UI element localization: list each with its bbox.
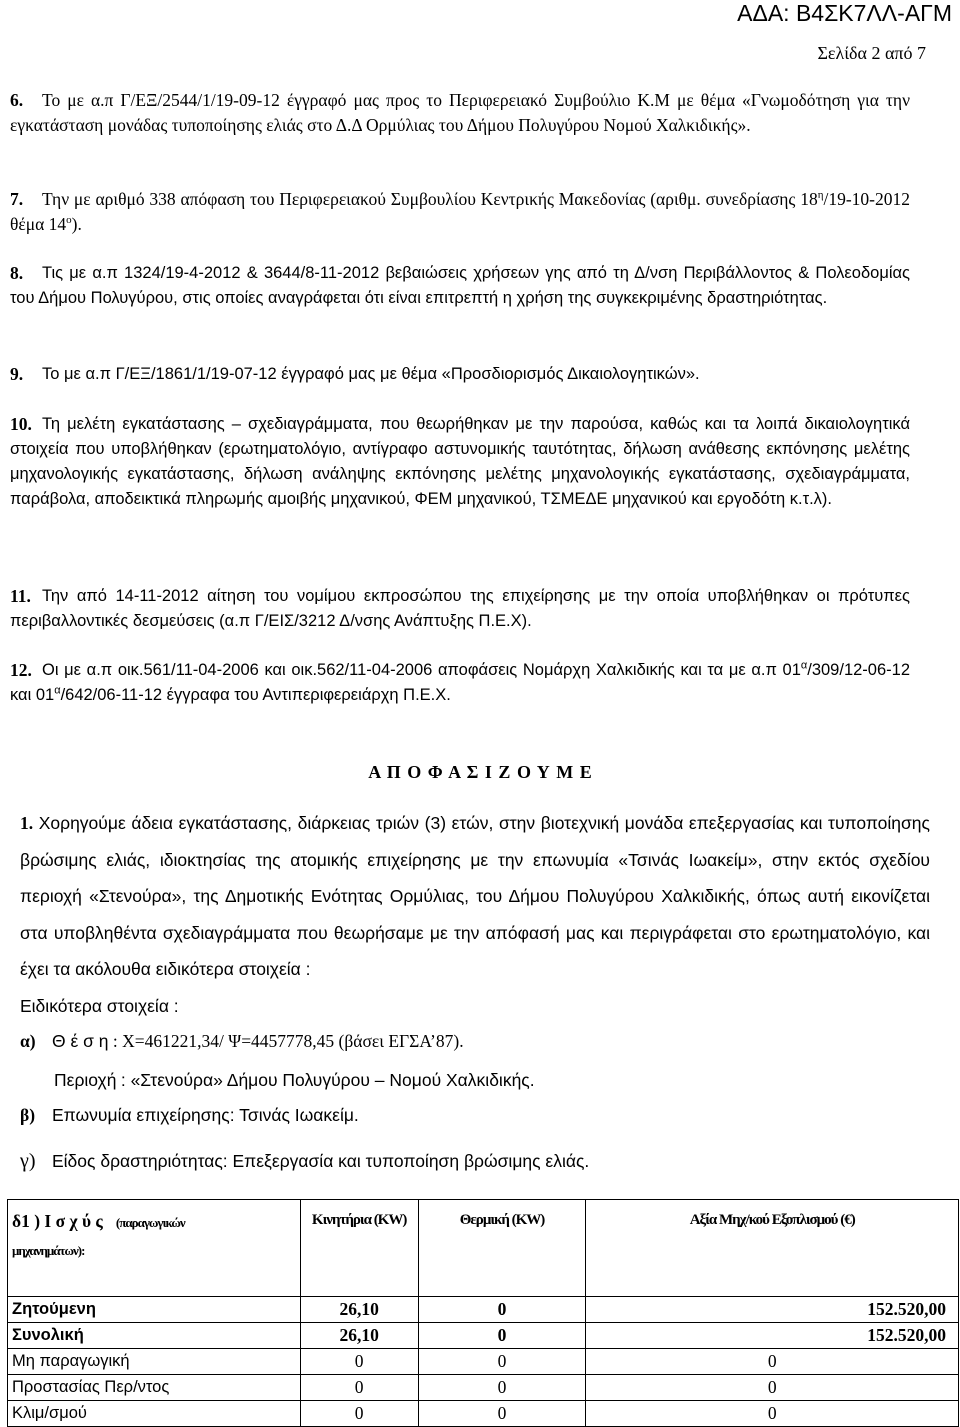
header-cell: Κινητήρια (KW): [300, 1200, 418, 1297]
row-label: Ζητούμενη: [8, 1297, 301, 1323]
detail-activity: [20, 1150, 589, 1173]
item-number: 8.: [10, 263, 24, 283]
row-label: Προστασίας Περ/ντος: [8, 1375, 301, 1401]
header-cell: δ1 ) Ι σ χ ύ ς (παραγωγικών μηχανημάτων):: [8, 1200, 301, 1297]
detail-value: : Χ=461221,34/ Ψ=4457778,45 (βάσει ΕΓΣΑ’87).: [112, 1031, 464, 1051]
page-number: Σελίδα 2 από 7: [817, 43, 926, 63]
item-text: Οι με α.π οικ.561/11-04-2006 και οικ.562/11-04-2006 αποφάσεις Νομάρχη Χαλκιδικής και τα με α.π $01^\alpha/309/12-06-12$ και $01^\alpha/642/06-11-12$ έγγραφα του Αντιπεριφερειάρχη Π.Ε.Χ.: [10, 659, 910, 704]
cell-thermal: 0: [418, 1401, 586, 1427]
list-item: [10, 362, 910, 387]
row-label: Κλιμ/σμού: [8, 1401, 301, 1427]
row-label: Συνολική: [8, 1323, 301, 1349]
table-row: [8, 1297, 959, 1323]
item-text: Το με α.π Γ/ΕΞ/2544/1/19-09-12 έγγραφό μας προς το Περιφερειακό Συμβούλιο Κ.Μ με θέμα «Γνωμοδότηση για την εγκατάσταση μονάδας τυποποίησης ελιάς στο Δ.Δ Ορμύλιας του Δήμου Πολυγύρου Νομού Χαλκιδικής».: [10, 90, 910, 135]
item-text: Το με α.π Γ/ΕΞ/1861/1/19-07-12 έγγραφό μας με θέμα «Προσδιορισμός Δικαιολογητικών».: [42, 365, 700, 383]
cell-value: 0: [586, 1375, 959, 1401]
power-table: [7, 1199, 959, 1427]
cell-value: 0: [586, 1349, 959, 1375]
cell-motor: 0: [300, 1349, 418, 1375]
specific-label: Ειδικότερα στοιχεία :: [20, 995, 179, 1016]
detail-value: Επωνυμία επιχείρησης: Τσινάς Ιωακείμ.: [52, 1105, 359, 1125]
detail-key: Περιοχή: [54, 1070, 117, 1090]
detail-key: Θ έ σ η: [52, 1031, 109, 1051]
item-text: Την με αριθμό 338 απόφαση του Περιφερειακού Συμβουλίου Κεντρικής Μακεδονίας (αριθμ. συνεδρίασης $18^\eta/19-10-2012$ θέμα $14^o$).: [10, 189, 910, 234]
table-row: [8, 1401, 959, 1427]
item-text: Τις με α.π 1324/19-4-2012 & 3644/8-11-2012 βεβαιώσεις χρήσεων γης από τη Δ/νση Περιβάλλοντος & Πολεοδομίας του Δήμου Πολυγύρου, στις οποίες αναγράφεται ότι είναι επιτρεπτή η χρήση της συγκεκριμένης δραστηριότητας.: [10, 264, 910, 307]
list-item: [10, 412, 910, 512]
cell-value: 152.520,00: [586, 1323, 959, 1349]
detail-label: β): [20, 1105, 36, 1125]
item-number: 10.: [10, 414, 32, 434]
cell-motor: 0: [300, 1375, 418, 1401]
table-header-row: [8, 1200, 959, 1297]
detail-label: γ): [20, 1150, 36, 1172]
list-item: [10, 658, 910, 708]
row-label: Μη παραγωγική: [8, 1349, 301, 1375]
cell-value: 0: [586, 1401, 959, 1427]
cell-thermal: 0: [418, 1323, 586, 1349]
item-text: Τη μελέτη εγκατάστασης – σχεδιαγράμματα, που θεωρήθηκαν με την παρούσα, καθώς και τα λοιπά δικαιολογητικά στοιχεία που υποβλήθηκαν (ερωτηματολόγιο, αντίγραφο αστυνομικής ταυτότητας, δήλωση ανάθεσης εκπόνησης μελέτης μηχανολογικής εγκατάστασης, δήλωση ανάληψης εκπόνησης μελέτης μηχανολογικής εγκατάστασης, σχεδιαγράμματα, παράβολα, αποδεικτικά πληρωμής αμοιβής μηχανικού, ΦΕΜ μηχανικού, ΤΣΜΕΔΕ μηχανικού και εργοδότη κ.τ.λ).: [10, 415, 910, 508]
detail-area: [54, 1070, 535, 1091]
list-item: [10, 261, 910, 311]
table-row: [8, 1323, 959, 1349]
table-row: [8, 1375, 959, 1401]
detail-value: : «Στενούρα» Δήμου Πολυγύρου – Νομού Χαλκιδικής.: [120, 1070, 535, 1090]
section-heading: Α Π Ο Φ Α Σ Ι Ζ Ο Υ Μ Ε: [368, 762, 592, 782]
item-text: Την από 14-11-2012 αίτηση του νομίμου εκπροσώπου της επιχείρησης με την οποία υποβλήθηκαν οι πρότυπες περιβαλλοντικές δεσμεύσεις (α.π Γ/ΕΙΣ/3212 Δ/νσης Ανάπτυξης Π.Ε.Χ).: [10, 587, 910, 630]
cell-motor: 0: [300, 1401, 418, 1427]
list-item: [10, 584, 910, 634]
item-number: 6.: [10, 90, 24, 110]
detail-name: [20, 1105, 359, 1126]
header-cell: Αξία Μηχ/κού Εξοπλισμού (€): [586, 1200, 959, 1297]
list-item: [10, 187, 910, 237]
table-row: [8, 1349, 959, 1375]
detail-location: [20, 1031, 464, 1052]
item-number: 7.: [10, 189, 24, 209]
item-number: 11.: [10, 586, 31, 606]
decision-text: Χορηγούμε άδεια εγκατάστασης, διάρκειας τριών (3) ετών, στην βιοτεχνική μονάδα επεξεργασίας και τυποποίησης βρώσιμης ελιάς, ιδιοκτησίας της ατομικής επιχείρησης με την επωνυμία «Τσινάς Ιωακείμ», στην εκτός σχεδίου περιοχή «Στενούρα», της Δημοτικής Ενότητας Ορμύλιας, του Δήμου Πολυγύρου Χαλκιδικής, όπως αυτή εικονίζεται στα υποβληθέντα σχεδιαγράμματα που θεωρήσαμε με την απόφασή μας και περιγράφεται στο ερωτηματολόγιο, και έχει τα ακόλουθα ειδικότερα στοιχεία :: [20, 813, 930, 980]
cell-motor: 26,10: [300, 1323, 418, 1349]
cell-value: 152.520,00: [586, 1297, 959, 1323]
cell-motor: 26,10: [300, 1297, 418, 1323]
item-number: 9.: [10, 364, 24, 384]
detail-label: α): [20, 1031, 36, 1051]
cell-thermal: 0: [418, 1349, 586, 1375]
list-item: [10, 88, 910, 138]
detail-value: Είδος δραστηριότητας: Επεξεργασία και τυποποίηση βρώσιμης ελιάς.: [52, 1151, 590, 1171]
item-number: 12.: [10, 660, 32, 680]
cell-thermal: 0: [418, 1375, 586, 1401]
decision-number: 1.: [20, 813, 34, 833]
decision-paragraph: [20, 805, 930, 1025]
cell-thermal: 0: [418, 1297, 586, 1323]
ada-code: ΑΔΑ: Β4ΣΚ7ΛΛ-ΑΓΜ: [737, 0, 952, 26]
header-cell: Θερμική (KW): [418, 1200, 586, 1297]
